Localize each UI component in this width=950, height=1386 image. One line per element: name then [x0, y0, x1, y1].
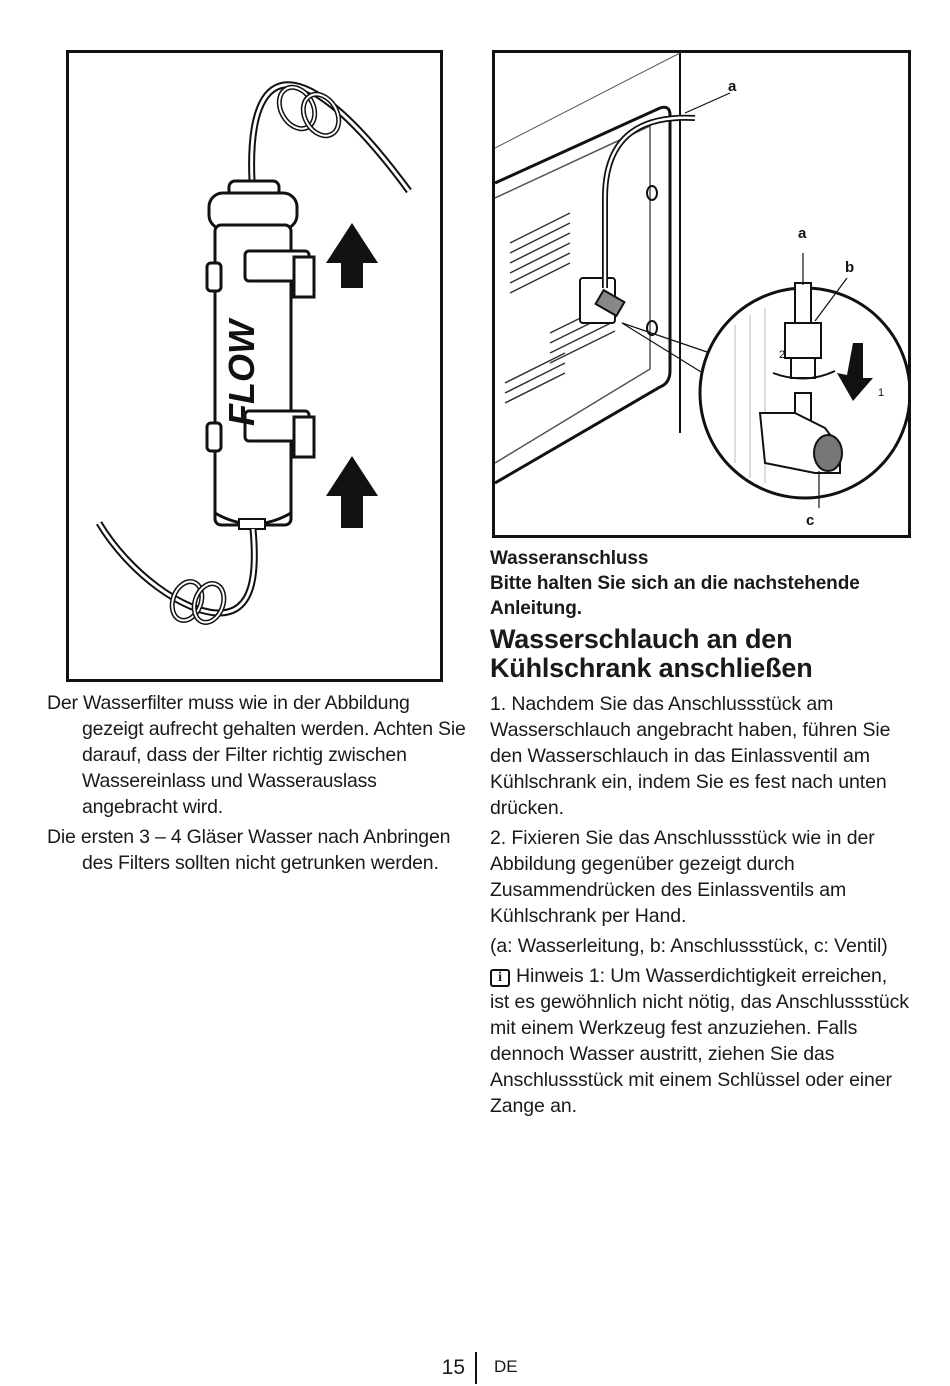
label-b: b [845, 259, 855, 276]
connection-figure [492, 50, 911, 538]
section-heading: Wasserschlauch an den Kühlschrank anschließen [490, 624, 813, 683]
label-step-2: 2 [779, 349, 786, 361]
arrow-up-icon [326, 223, 378, 288]
label-a-top: a [728, 78, 737, 95]
page-footer [0, 1352, 950, 1386]
label-c: c [806, 512, 815, 529]
arrow-up-icon [326, 456, 378, 528]
left-text-column [47, 690, 467, 880]
section-instruction-note: Bitte halten Sie sich an die nachstehende Anleitung. [490, 573, 860, 619]
hint-paragraph [490, 963, 910, 1119]
label-step-1: 1 [878, 387, 885, 399]
filter-instruction: Der Wasserfilter muss wie in der Abbildung gezeigt aufrecht gehalten werden. Achten Sie darauf, dass der Filter richtig zwischen Wassereinlass und Wasserauslass angebracht wird. [47, 692, 466, 818]
info-icon: i [490, 969, 510, 987]
legend-text: (a: Wasserleitung, b: Anschlussstück, c: Ventil) [490, 935, 888, 957]
section-subtitle: Wasseranschluss [490, 548, 649, 569]
right-text-column [490, 546, 910, 1123]
page-number: 15 [441, 1356, 465, 1379]
step-1: 1. Nachdem Sie das Anschlussstück am Wasserschlauch angebracht haben, führen Sie den Wasserschlauch in das Einlassventil am Kühlschrank ein, indem Sie es fest nach unten drücken. [490, 693, 891, 819]
flow-label: FLOW [221, 320, 262, 426]
connection-illustration [495, 53, 908, 535]
hint-text: Hinweis 1: Um Wasserdichtigkeit erreichen, ist es gewöhnlich nicht nötig, das Anschlussstück mit einem Werkzeug fest anzuziehen. Falls dennoch Wasser austritt, ziehen Sie das Anschlussstück mit einem Schlüssel oder einer Zange an. [490, 965, 909, 1117]
water-filter-illustration [69, 53, 440, 679]
label-a-zoom: a [798, 225, 807, 242]
step-2: 2. Fixieren Sie das Anschlussstück wie in der Abbildung gegenüber gezeigt durch Zusammendrücken des Einlassventils am Kühlschrank per Hand. [490, 827, 875, 927]
footer-divider [475, 1352, 477, 1384]
language-code: DE [494, 1357, 518, 1376]
filter-warning: Die ersten 3 – 4 Gläser Wasser nach Anbringen des Filters sollten nicht getrunken werden. [47, 826, 451, 874]
water-filter-figure [66, 50, 443, 682]
